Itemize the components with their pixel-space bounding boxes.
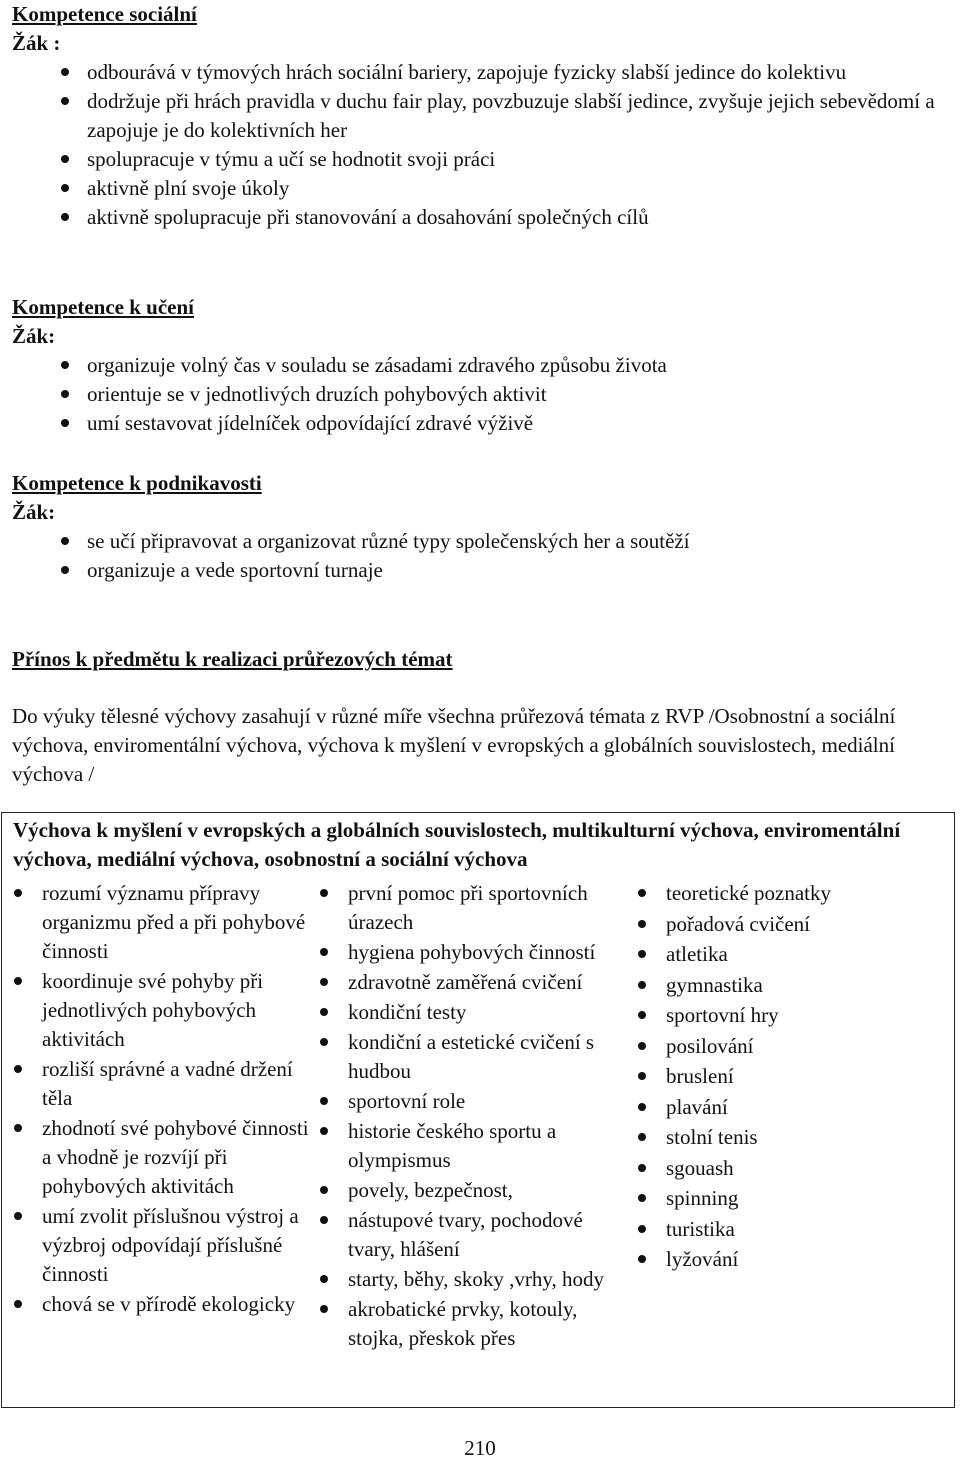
cross-curricular-table bbox=[1, 812, 955, 1408]
learning-competence-list bbox=[12, 351, 952, 438]
list-item: bruslení bbox=[630, 1062, 930, 1091]
social-student-label: Žák : bbox=[12, 31, 61, 55]
list-item: umí sestavovat jídelníček odpovídající zdravé výživě bbox=[12, 409, 952, 438]
social-competence-heading: Kompetence sociální bbox=[12, 2, 197, 26]
contribution-heading: Přínos k předmětu k realizaci průřezových témat bbox=[12, 647, 453, 671]
list-item: chová se v přírodě ekologicky bbox=[6, 1290, 311, 1319]
list-item: akrobatické prvky, kotouly, stojka, přeskok přes bbox=[312, 1295, 632, 1353]
list-item: rozumí významu přípravy organizmu před a při pohybové činnosti bbox=[6, 879, 311, 966]
list-item: rozliší správné a vadné držení těla bbox=[6, 1055, 311, 1113]
table-column-activities bbox=[630, 879, 930, 1276]
enterprise-student-label: Žák: bbox=[12, 500, 56, 524]
list-item: aktivně spolupracuje při stanovování a dosahování společných cílů bbox=[12, 203, 952, 232]
list-item: orientuje se v jednotlivých druzích pohybových aktivit bbox=[12, 380, 952, 409]
list-item: zdravotně zaměřená cvičení bbox=[312, 968, 632, 997]
list-item: plavání bbox=[630, 1093, 930, 1122]
list-item: se učí připravovat a organizovat různé typy společenských her a soutěží bbox=[12, 527, 952, 556]
list-item: gymnastika bbox=[630, 971, 930, 1000]
social-competence-list bbox=[12, 58, 952, 232]
list-item: zhodnotí své pohybové činnosti a vhodně je rozvíjí při pohybových aktivitách bbox=[6, 1114, 311, 1201]
list-item: aktivně plní svoje úkoly bbox=[12, 174, 952, 203]
learning-competence-section bbox=[12, 293, 952, 438]
list-item: sportovní role bbox=[312, 1087, 632, 1116]
list-item: pořadová cvičení bbox=[630, 910, 930, 939]
social-competence-section bbox=[12, 0, 952, 232]
list-item: starty, běhy, skoky ,vrhy, hody bbox=[312, 1265, 632, 1294]
list-item: organizuje a vede sportovní turnaje bbox=[12, 556, 952, 585]
list-item: organizuje volný čas v souladu se zásadami zdravého způsobu života bbox=[12, 351, 952, 380]
list-item: odbourává v týmových hrách sociální bariery, zapojuje fyzicky slabší jedince do kolektivu bbox=[12, 58, 952, 87]
list-item: posilování bbox=[630, 1032, 930, 1061]
list-item: nástupové tvary, pochodové tvary, hlášení bbox=[312, 1206, 632, 1264]
enterprise-competence-section bbox=[12, 469, 952, 585]
list-item: historie českého sportu a olympismus bbox=[312, 1117, 632, 1175]
list-item: první pomoc při sportovních úrazech bbox=[312, 879, 632, 937]
list-item: atletika bbox=[630, 940, 930, 969]
table-column-topics bbox=[312, 879, 632, 1354]
learning-competence-heading: Kompetence k učení bbox=[12, 295, 194, 319]
list-item: sportovní hry bbox=[630, 1001, 930, 1030]
table-column-outcomes bbox=[6, 879, 311, 1320]
list-item: stolní tenis bbox=[630, 1123, 930, 1152]
list-item: hygiena pohybových činností bbox=[312, 938, 632, 967]
list-item: dodržuje při hrách pravidla v duchu fair play, povzbuzuje slabší jedince, zvyšuje jejich sebevědomí a zapojuje je do kolektivních her bbox=[12, 87, 952, 145]
list-item: lyžování bbox=[630, 1245, 930, 1274]
learning-student-label: Žák: bbox=[12, 324, 56, 348]
page-number: 210 bbox=[464, 1436, 496, 1460]
list-item: umí zvolit příslušnou výstroj a výzbroj odpovídají příslušné činnosti bbox=[6, 1202, 311, 1289]
list-item: povely, bezpečnost, bbox=[312, 1176, 632, 1205]
list-item: kondiční testy bbox=[312, 998, 632, 1027]
enterprise-competence-heading: Kompetence k podnikavosti bbox=[12, 471, 262, 495]
enterprise-competence-list bbox=[12, 527, 952, 585]
contribution-paragraph: Do výuky tělesné výchovy zasahují v různé míře všechna průřezová témata z RVP /Osobnostní a sociální výchova, enviromentální výchova, výchova k myšlení v evropských a globálních souvislostech, mediální výchova / bbox=[12, 704, 896, 786]
list-item: turistika bbox=[630, 1215, 930, 1244]
list-item: kondiční a estetické cvičení s hudbou bbox=[312, 1028, 632, 1086]
list-item: spolupracuje v týmu a učí se hodnotit svoji práci bbox=[12, 145, 952, 174]
list-item: sgouash bbox=[630, 1154, 930, 1183]
list-item: teoretické poznatky bbox=[630, 879, 930, 908]
list-item: spinning bbox=[630, 1184, 930, 1213]
list-item: koordinuje své pohyby při jednotlivých pohybových aktivitách bbox=[6, 967, 311, 1054]
table-heading: Výchova k myšlení v evropských a globálních souvislostech, multikulturní výchova, enviromentální výchova, mediální výchova, osobnostní a sociální výchova bbox=[13, 818, 901, 871]
